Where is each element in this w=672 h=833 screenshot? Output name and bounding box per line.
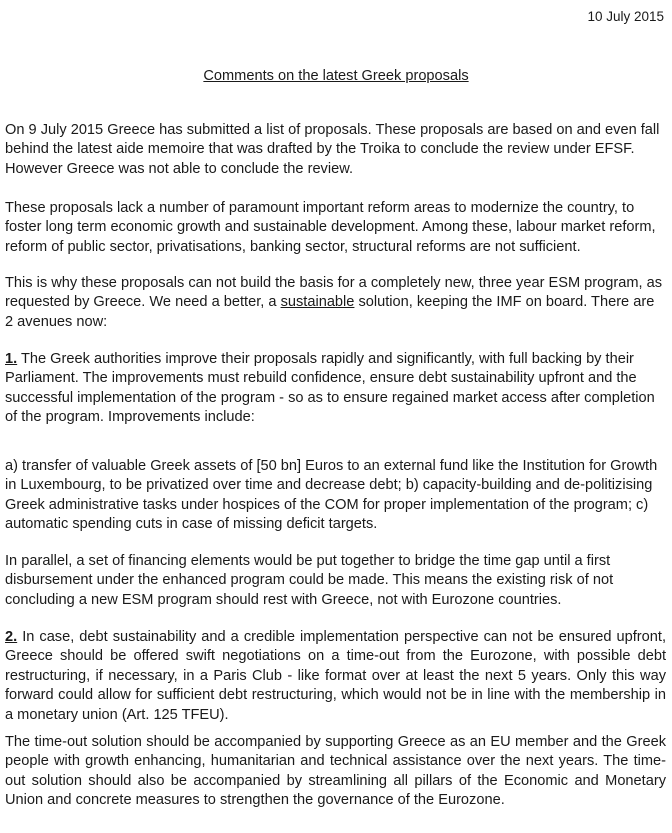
- avenue-1-text: The Greek authorities improve their proposals rapidly and significantly, with full backing by their Parliament. The improvements must rebuild confidence, ensure debt sustainability upfront and the successful implementation of the program - so as to ensure regained market access after completion of the program. Improvements include:: [5, 351, 655, 426]
- paragraph-intro: On 9 July 2015 Greece has submitted a list of proposals. These proposals are based on and even fall behind the latest aide memoire that was drafted by the Troika to conclude the review under EFSF. However Greece was not able to conclude the review.: [5, 122, 660, 177]
- avenue-2-text: In case, debt sustainability and a credible implementation perspective can not be ensured upfront, Greece should be offered swift negotiations on a time-out from the Eurozone, with possible debt restructuring, if necessary, in a Paris Club - like format over at least the next 5 years. Only this way forward could allow for sufficient debt restructuring, which would not be in line with the membership in a monetary union (Art. 125 TFEU).: [5, 629, 666, 723]
- paragraph-avenue-2: [5, 628, 666, 725]
- paragraph-avenues: [5, 274, 666, 332]
- avenue-1-number: 1.: [5, 351, 18, 367]
- document-title: Comments on the latest Greek proposals: [203, 68, 469, 84]
- paragraph-financing: In parallel, a set of financing elements would be put together to bridge the time gap until a first disbursement under the enhanced program could be made. This means the existing risk of not concluding a new ESM program should rest with Greece, not with Eurozone countries.: [5, 553, 614, 608]
- sustainable-underlined: sustainable: [280, 294, 355, 311]
- avenue-2-number: 2.: [5, 629, 18, 645]
- document-date: 10 July 2015: [587, 9, 664, 24]
- paragraph-missing-reforms: These proposals lack a number of paramount important reform areas to modernize the country, to foster long term economic growth and sustainable development. Among these, labour market reform, reform of public sector, privatisations, banking sector, structural reforms are not sufficient.: [5, 200, 656, 255]
- avenues-text-start: This is why these proposals can not build the basis for a completely new, three year ESM program, as requested by Greece. We need a better, a: [5, 275, 663, 311]
- paragraph-improvements-list: a) transfer of valuable Greek assets of [50 bn] Euros to an external fund like the Institution for Growth in Luxembourg, to be privatized over time and decrease debt; b) capacity-building and de-politizising Greek administrative tasks under hospices of the COM for proper implementation of the program; c) automatic spending cuts in case of missing deficit targets.: [5, 458, 658, 533]
- paragraph-avenue-1: [5, 350, 666, 428]
- avenues-text-end: solution, keeping the IMF on board. There are 2 avenues now:: [5, 294, 655, 330]
- paragraph-time-out: The time-out solution should be accompanied by supporting Greece as an EU member and the Greek people with growth enhancing, humanitarian and technical assistance over the next years. The time-out solution should also be accompanied by streamlining all pillars of the Economic and Monetary Union and concrete measures to strengthen the governance of the Eurozone.: [5, 734, 666, 809]
